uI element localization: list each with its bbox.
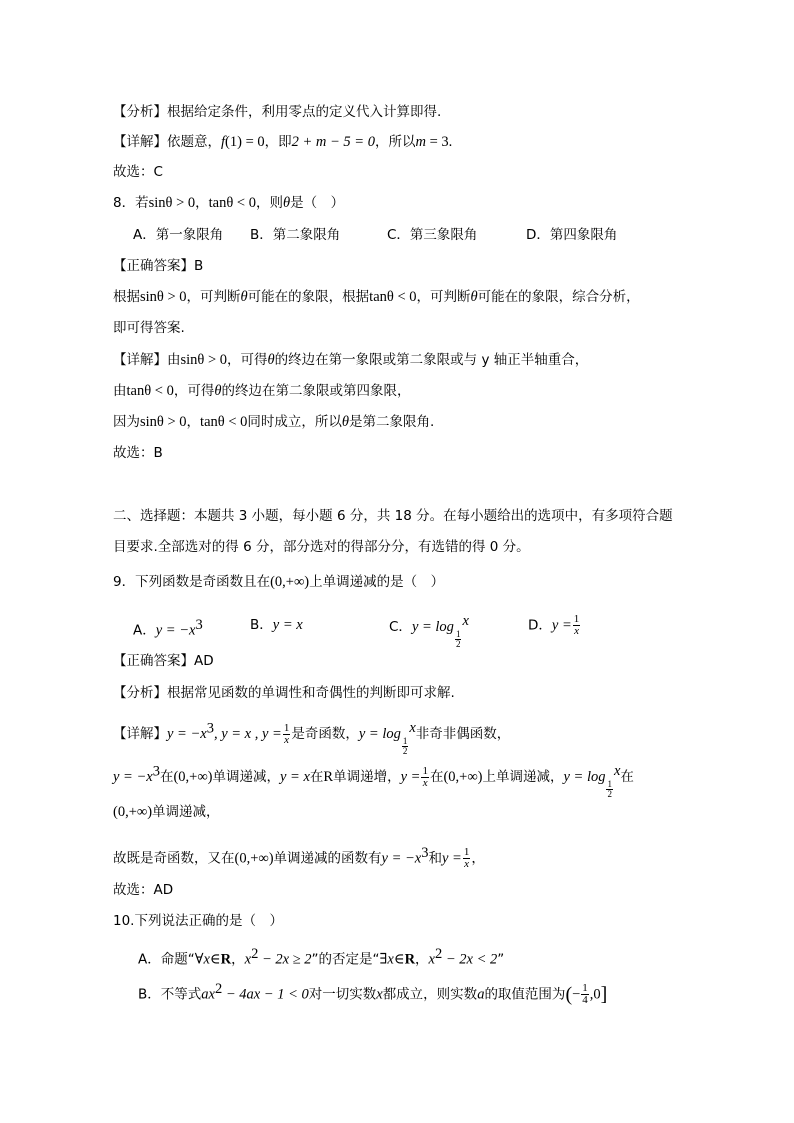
q8-reasoning-line-1: 根据sinθ > 0，可判断θ可能在的象限，根据tanθ < 0，可判断θ可能在的象限，综合分析，: [113, 289, 640, 305]
section-2-heading-line-2: 目要求.全部选对的得 6 分，部分选对的得部分分，有选错的得 0 分。: [113, 539, 530, 555]
q8-detail-line-1: 【详解】由sinθ > 0，可得θ的终边在第一象限或第二象限或与 y 轴正半轴重合，: [113, 352, 589, 368]
q8-detail-line-2: 由tanθ < 0，可得θ的终边在第二象限或第四象限，: [113, 383, 411, 399]
q8-answer: 故选：B: [113, 445, 163, 461]
q9-correct-answer: 【正确答案】AD: [113, 653, 214, 669]
q8-option-b: B．第二象限角: [250, 227, 341, 243]
q8-option-c: C．第三象限角: [387, 227, 478, 243]
q9-option-b: B．y = x: [250, 617, 303, 633]
q9-detail-line-1: 【详解】$y = -x^3$, y = x , y = $\frac{1}{x}$ 是奇函数，y = log $\frac{1}{2}$ x非奇非偶函数，: [113, 720, 511, 756]
detail-line-7: 【详解】依题意，f(1) = 0，即2 + m − 5 = 0，所以m = 3.: [113, 134, 453, 150]
q8-detail-line-3: 因为sinθ > 0，tanθ < 0同时成立，所以θ是第二象限角.: [113, 414, 435, 430]
q9-option-a: A．$y = -x^3$: [133, 617, 203, 639]
q10-option-a: A．命题“∀x∈R，$x^2 - 2x \ge 2$”的否定是“∃x∈R，$x^2 - 2x < 2$”: [138, 946, 505, 968]
question-10-stem: 10.下列说法正确的是（ ）: [113, 913, 283, 929]
q8-option-d: D．第四象限角: [526, 227, 618, 243]
answer-line-7: 故选：C: [113, 164, 163, 180]
q9-detail-line-4: 故既是奇函数，又在(0,+∞)单调递减的函数有$y = -x^3$和y = $\frac{1}{x}$ ，: [113, 845, 485, 870]
q9-detail-line-3: (0,+∞)单调递减，: [113, 804, 220, 820]
section-2-heading-line-1: 二、选择题：本题共 3 小题，每小题 6 分，共 18 分。在每小题给出的选项中，有多项符合题: [113, 508, 673, 524]
q9-option-d: D．y = $\frac{1}{x}$: [528, 613, 580, 637]
analysis-line-7: 【分析】根据给定条件，利用零点的定义代入计算即得.: [113, 104, 442, 120]
q10-option-b: B．不等式$ax^2 - 4ax - 1 < 0$对一切实数x都成立，则实数a的取值范围为(− $\frac{1}{4}$ ,0]: [138, 981, 608, 1006]
question-8-stem: 8．若sinθ > 0，tanθ < 0，则θ是（ ）: [113, 195, 345, 211]
question-9-stem: 9．下列函数是奇函数且在(0,+∞)上单调递减的是（ ）: [113, 574, 445, 590]
q9-option-c: C．y = log $\frac{1}{2}$ x: [389, 613, 469, 649]
q9-analysis: 【分析】根据常见函数的单调性和奇偶性的判断即可求解.: [113, 685, 455, 701]
q8-option-a: A．第一象限角: [133, 227, 224, 243]
q9-detail-line-2: $y = -x^3$在(0,+∞)单调递减，y = x在R单调递增，y = $\frac{1}{x}$ 在(0,+∞)上单调递减，y = log $\frac{1}{2}$ x在: [113, 763, 634, 799]
q8-reasoning-line-2: 即可得答案.: [113, 320, 185, 336]
q9-answer: 故选：AD: [113, 882, 174, 898]
q8-correct-answer: 【正确答案】B: [113, 258, 204, 274]
